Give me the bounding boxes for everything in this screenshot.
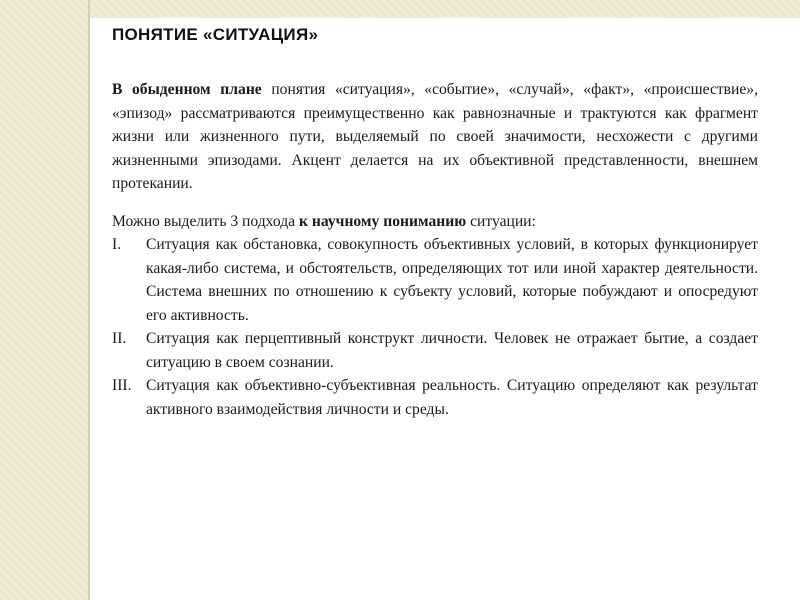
decorative-left-band (0, 0, 88, 600)
approach-text: Ситуация как объективно-субъективная реальность. Ситуацию определяют как результат активного взаимодействия личности и среды. (146, 377, 758, 418)
approach-number: III. (112, 377, 132, 394)
decorative-top-band (90, 0, 800, 18)
approaches-intro-bold: к научному пониманию (298, 212, 467, 230)
decorative-divider-line (88, 0, 90, 600)
slide-content (112, 78, 758, 421)
approach-item-1 (112, 233, 758, 327)
approaches-intro-before: Можно выделить 3 подхода (112, 212, 299, 230)
definition-paragraph (112, 78, 758, 196)
approaches-intro-after: ситуации: (466, 212, 536, 230)
approach-item-2 (112, 327, 758, 374)
approach-text: Ситуация как обстановка, совокупность объективных условий, в которых функционирует какая-либо система, и обстоятельств, определяющих тот или иной характер деятельности. Система внешних по отношению к субъекту условий, которые побуждают и опосредуют его активность. (146, 236, 758, 324)
approaches-intro (112, 210, 758, 234)
approach-text: Ситуация как перцептивный конструкт личности. Человек не отражает бытие, а создает ситуацию в своем сознании. (146, 330, 758, 371)
slide-title: ПОНЯТИЕ «СИТУАЦИЯ» (112, 25, 319, 44)
approach-item-3 (112, 374, 758, 421)
definition-text: понятия «ситуация», «событие», «случай», «факт», «происшествие», «эпизод» рассматриваются преимущественно как равнозначные и трактуются как фрагмент жизни или жизненного пути, выделяемый по своей значимости, несхожести с другими жизненными эпизодами. Акцент делается на их объективной представленности, внешнем протекании. (112, 81, 758, 192)
approaches-list (112, 233, 758, 421)
approach-number: II. (112, 330, 127, 347)
approach-number: I. (112, 236, 122, 253)
definition-bold-lead: В обыденном плане (112, 81, 262, 98)
